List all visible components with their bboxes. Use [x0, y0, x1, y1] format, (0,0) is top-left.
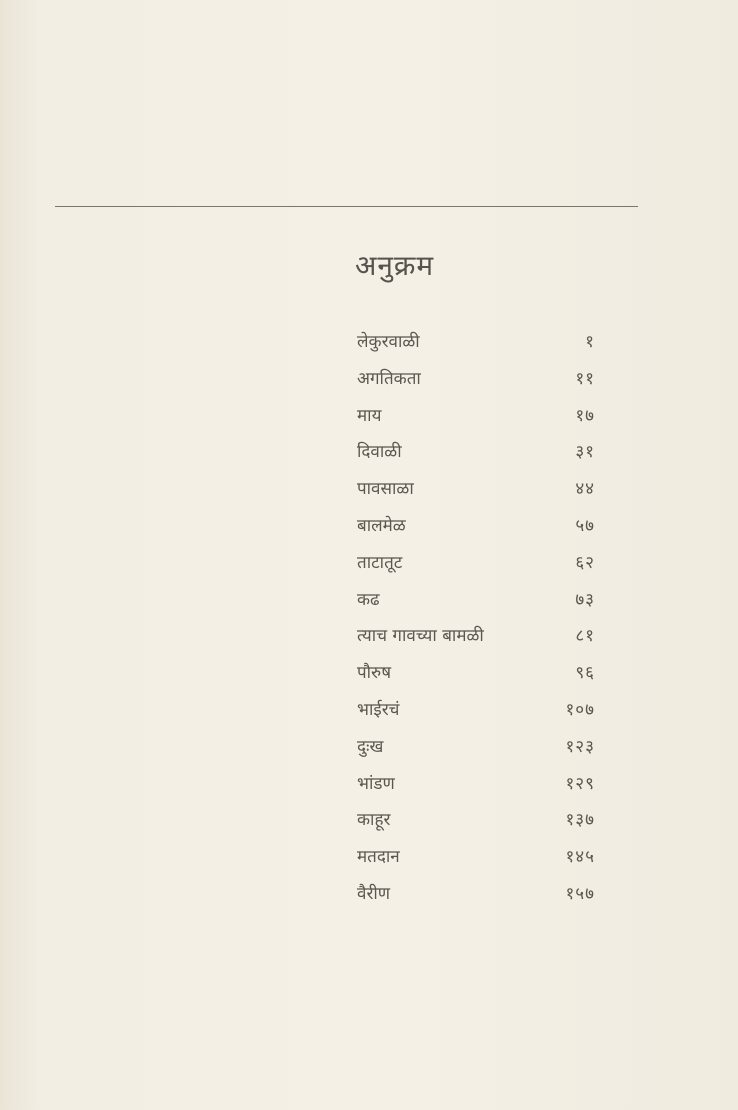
- toc-entry-title: काहूर: [357, 810, 391, 831]
- toc-entry-page: १०७: [565, 699, 595, 720]
- toc-entry-title: भाईरचं: [357, 699, 400, 720]
- toc-entry: [357, 735, 597, 772]
- toc-entry-page: ७३: [575, 589, 595, 610]
- toc-entry: [357, 772, 597, 809]
- toc-entry: [357, 808, 597, 845]
- toc-entry-page: ११: [575, 368, 595, 389]
- toc-entry-page: ६२: [575, 552, 595, 573]
- toc-entry-title: कढ: [357, 589, 380, 610]
- toc-entry-page: ५७: [575, 515, 595, 536]
- toc-entry-page: ८१: [575, 626, 595, 647]
- toc-entry-title: माय: [357, 405, 382, 426]
- toc-entry-page: १२९: [565, 773, 595, 794]
- toc-entry: [357, 698, 597, 735]
- toc-entry-page: १५७: [565, 883, 595, 904]
- toc-entry-title: अगतिकता: [357, 368, 421, 389]
- toc-entry-title: पावसाळा: [357, 479, 414, 500]
- toc-entry: [357, 882, 597, 919]
- toc-entry-page: १२३: [565, 736, 595, 757]
- page-heading: अनुक्रम: [355, 249, 435, 282]
- toc-entry: [357, 477, 597, 514]
- toc-entry-page: ९६: [575, 663, 595, 684]
- toc-entry: [357, 514, 597, 551]
- toc-entry: [357, 661, 597, 698]
- toc-entry-page: ३१: [575, 442, 595, 463]
- toc-entry-title: लेकुरवाळी: [357, 332, 420, 352]
- table-of-contents: [357, 330, 597, 919]
- toc-entry-title: दिवाळी: [357, 442, 402, 463]
- toc-entry: [357, 845, 597, 882]
- toc-entry: [357, 440, 597, 477]
- toc-entry: [357, 588, 597, 625]
- toc-entry-title: दुःख: [357, 736, 384, 757]
- toc-entry-title: त्याच गावच्या बामळी: [357, 626, 484, 647]
- toc-entry-page: १७: [575, 405, 595, 426]
- toc-entry: [357, 404, 597, 441]
- toc-entry: [357, 367, 597, 404]
- toc-entry: [357, 330, 597, 367]
- toc-entry-title: बालमेळ: [357, 515, 406, 536]
- toc-entry: [357, 624, 597, 661]
- toc-entry-title: वैरीण: [357, 883, 391, 904]
- toc-entry-page: १: [585, 332, 595, 352]
- top-rule: [55, 206, 638, 207]
- toc-entry-title: मतदान: [357, 847, 400, 868]
- toc-entry-page: १४५: [565, 847, 595, 868]
- toc-entry-page: ४४: [575, 479, 595, 500]
- toc-entry-title: भांडण: [357, 773, 395, 794]
- toc-entry: [357, 551, 597, 588]
- toc-entry-page: १३७: [565, 810, 595, 831]
- toc-entry-title: ताटातूट: [357, 552, 403, 573]
- toc-entry-title: पौरुष: [357, 663, 392, 684]
